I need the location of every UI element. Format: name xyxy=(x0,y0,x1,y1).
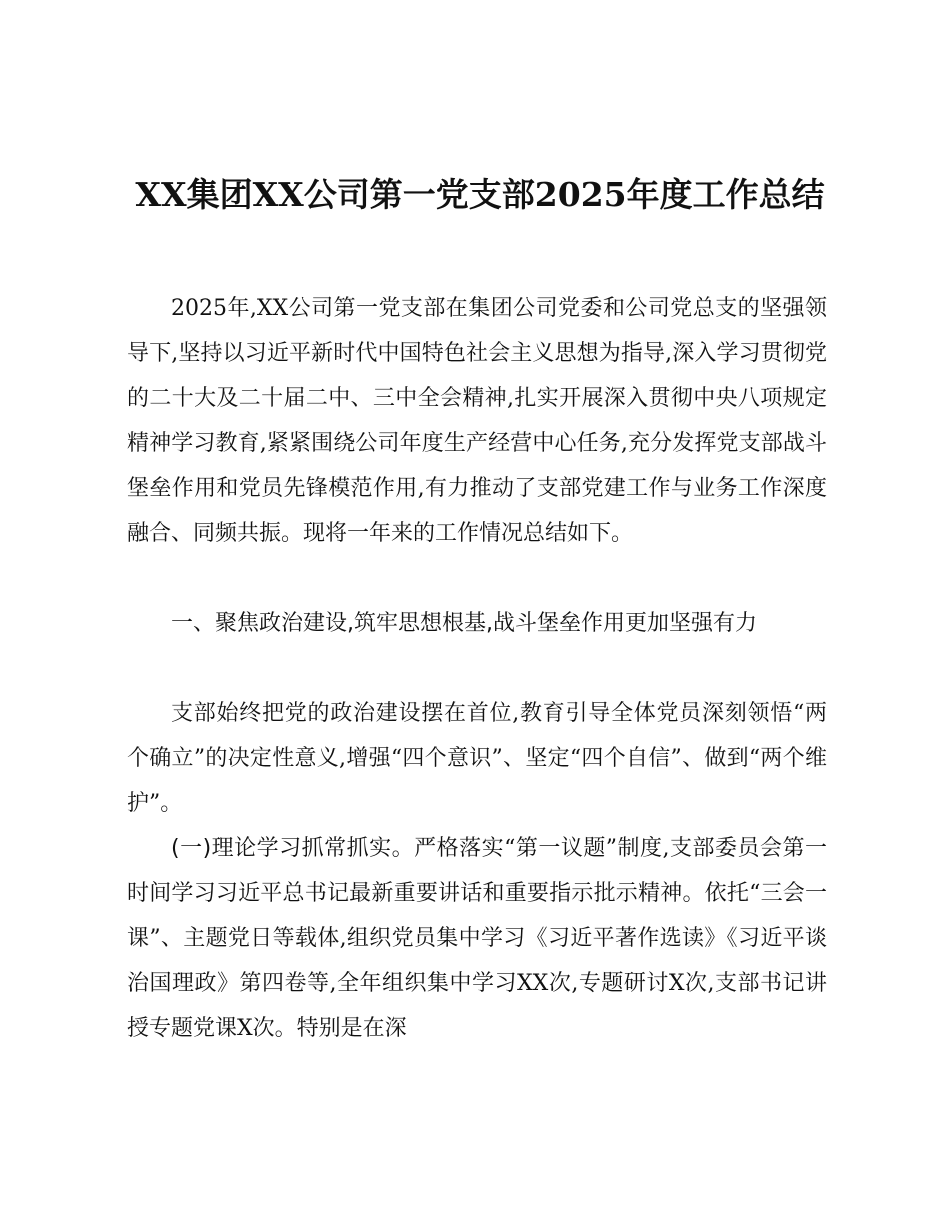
section-heading: 一、聚焦政治建设,筑牢思想根基,战斗堡垒作用更加坚强有力 xyxy=(171,611,757,636)
subsection-body: 严格落实“第一议题”制度,支部委员会第一时间学习习近平总书记最新重要讲话和重要指示批示精神。依托“三会一课”、主题党日等载体,组织党员集中学习《习近平著作选读》《习近平谈治国理政》第四卷等,全年组织集中学习XX次,专题研讨X次,支部书记讲授专题党课X次。特别是在深 xyxy=(127,836,827,1041)
subsection-heading: (一)理论学习抓常抓实。 xyxy=(171,836,415,861)
section-paragraph: 支部始终把党的政治建设摆在首位,教育引导全体党员深刻领悟“两个确立”的决定性意义,增强“四个意识”、坚定“四个自信”、做到“两个维护”。 xyxy=(127,701,827,816)
document-title: XX集团XX公司第一党支部2025年度工作总结 xyxy=(135,175,825,214)
subsection-paragraph xyxy=(127,826,827,1051)
intro-paragraph: 2025年,XX公司第一党支部在集团公司党委和公司党总支的坚强领导下,坚持以习近平新时代中国特色社会主义思想为指导,深入学习贯彻党的二十大及二十届二中、三中全会精神,扎实开展深入贯彻中央八项规定精神学习教育,紧紧围绕公司年度生产经营中心任务,充分发挥党支部战斗堡垒作用和党员先锋模范作用,有力推动了支部党建工作与业务工作深度融合、同频共振。现将一年来的工作情况总结如下。 xyxy=(127,296,827,546)
